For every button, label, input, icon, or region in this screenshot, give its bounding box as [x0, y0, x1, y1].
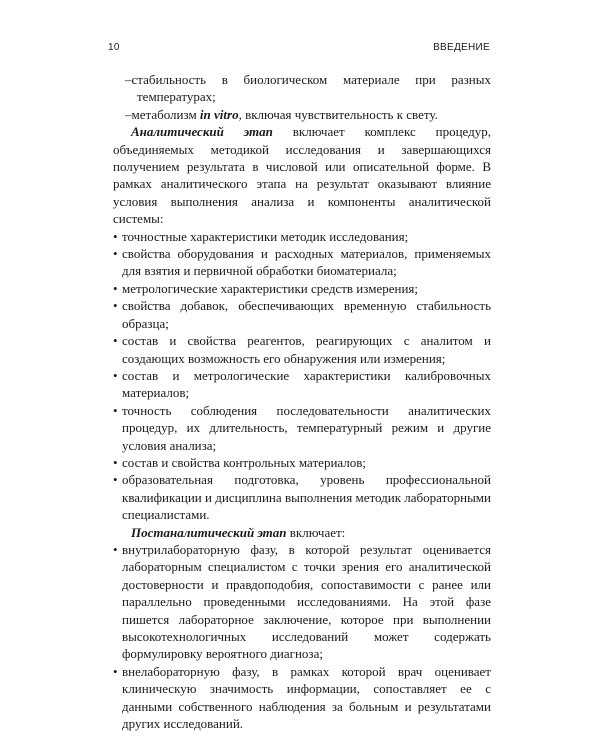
list-item: • точность соблюдения последовательности аналитических процедур, их длительность, температурный режим и другие условия анализа; — [113, 402, 491, 454]
list-item: • внелабораторную фазу, в рамках которой врач оценивает клиническую значимость информации, сопоставляет ее с данными собственного наблюдения за больным и результатами других исследований. — [113, 663, 491, 733]
list-item: • образовательная подготовка, уровень профессиональной квалификации и дисциплина выполнения методик лабораторными специалистами. — [113, 471, 491, 523]
list-item: • внутрилабораторную фазу, в которой результат оценивается лабораторным специалистом с точки зрения его аналитической достоверности и правдоподобия, сопоставимости с ранее или параллельно проведенными исследованиями. На этой фазе пишется лабораторное заключение, которое при выполнении высокотехнологичных исследований может содержать формулировку вероятного диагноза; — [113, 541, 491, 663]
paragraph-postanalytic — [113, 524, 491, 541]
list-item: • свойства добавок, обеспечивающих временную стабильность образца; — [113, 297, 491, 332]
paragraph-text: включает комплекс процедур, объединяемых методикой исследования и завершающихся получением результата в числовой или описательной форме. В рамках аналитического этапа на результат оказывают влияние условия выполнения анализа и компоненты аналитической системы: — [113, 124, 491, 227]
term-postanalytic-stage: Постаналитический этап — [131, 524, 287, 540]
dash-item: –стабильность в биологическом материале при разных температурах; — [125, 72, 491, 105]
dash-item-text: метаболизм — [131, 106, 200, 122]
list-item: • состав и свойства контрольных материалов; — [113, 454, 491, 471]
list-item: • точностные характеристики методик исследования; — [113, 228, 491, 245]
italic-term: in vitro — [199, 106, 239, 122]
section-title: ВВЕДЕНИЕ — [433, 42, 490, 53]
list-item: • метрологические характеристики средств измерения; — [113, 280, 491, 297]
paragraph-analytic — [113, 123, 491, 227]
dash-item-text: стабильность в биологическом материале при разных температурах; — [131, 72, 491, 105]
term-analytic-stage: Аналитический этап — [131, 124, 273, 140]
postanalytic-phases-list — [113, 541, 491, 732]
list-item: • свойства оборудования и расходных материалов, применяемых для взятия и первичной обработки биоматериала; — [113, 245, 491, 280]
body-text — [113, 71, 491, 732]
running-head — [108, 42, 490, 56]
page-number: 10 — [108, 42, 120, 53]
list-item: • состав и свойства реагентов, реагирующих с аналитом и создающих возможность его обнаружения или измерения; — [113, 332, 491, 367]
list-item: • состав и метрологические характеристики калибровочных материалов; — [113, 367, 491, 402]
dash-item-text: , включая чувствительность к свету. — [238, 106, 438, 122]
paragraph-text: включает: — [286, 524, 346, 540]
dash-item: –метаболизм in vitro, включая чувствительность к свету. — [125, 106, 438, 122]
analytic-factors-list — [113, 228, 491, 524]
